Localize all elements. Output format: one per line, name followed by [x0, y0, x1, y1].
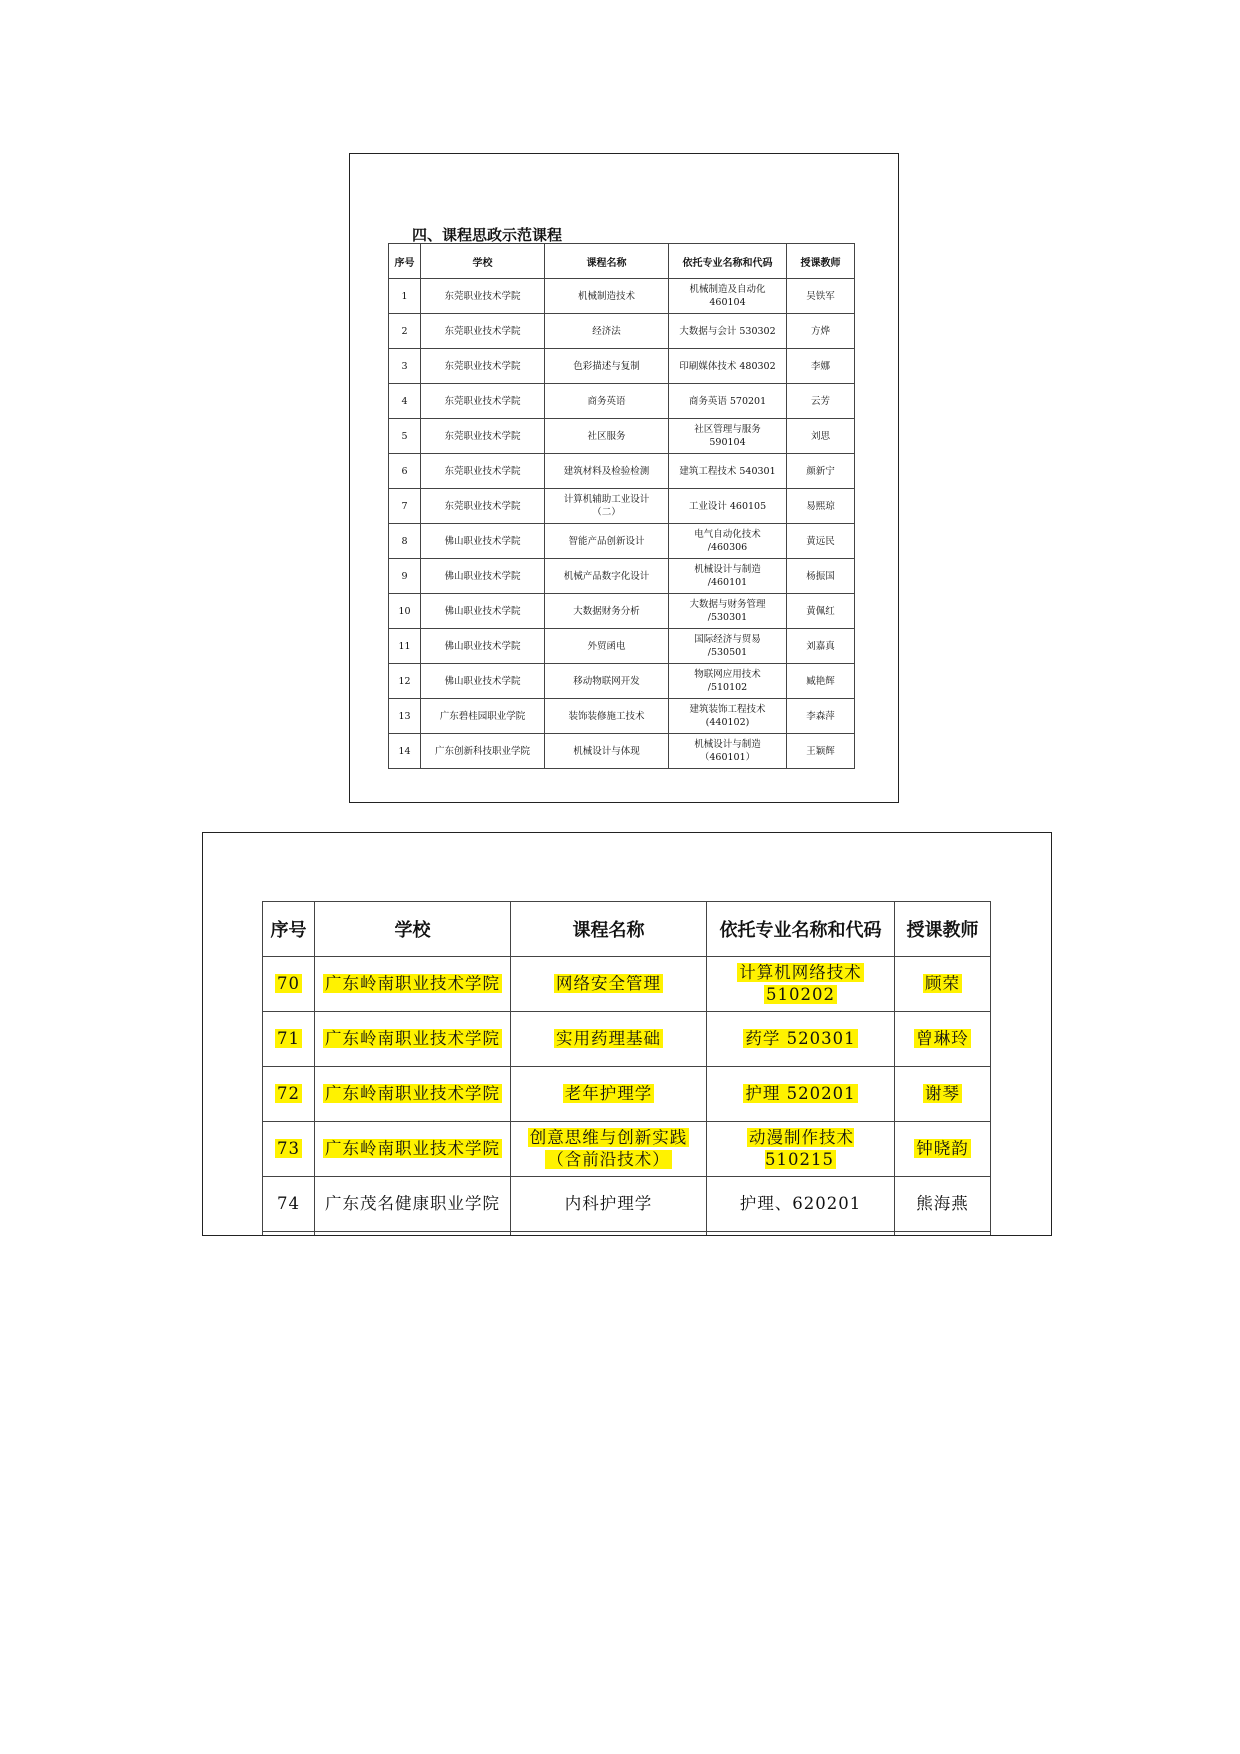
cell-major-line: 动漫制作技术 510215: [749, 1128, 854, 1169]
table-row: [389, 734, 855, 769]
cell-major-line: 电气自动化技术: [694, 529, 761, 540]
cell-no: [389, 349, 421, 384]
cell-major-line: 药学 520301: [745, 1029, 856, 1048]
cell-course-line: 实用药理基础: [556, 1029, 661, 1048]
cell-course-line: 创意思维与创新实践: [529, 1128, 688, 1147]
cell-teacher-line: 臧艳辉: [806, 675, 835, 687]
cell-teacher: [895, 1012, 991, 1067]
cell-teacher-line: 谢琴: [925, 1084, 960, 1103]
cell-major-line: 印刷媒体技术 480302: [679, 360, 776, 372]
cell-teacher-line: 王颖辉: [806, 745, 835, 757]
cell-major: [669, 419, 787, 454]
cell-no: [389, 559, 421, 594]
cell-major-line: 机械设计与制造: [694, 739, 761, 750]
table-row: [263, 1122, 991, 1177]
cell-teacher: [895, 957, 991, 1012]
cell-school-line: 佛山职业技术学院: [444, 640, 521, 652]
cell-teacher: [787, 384, 855, 419]
cell-major-line: 商务英语 570201: [688, 395, 767, 407]
cell-course: [511, 1122, 707, 1177]
cell-major: [669, 734, 787, 769]
cell-school: [421, 454, 545, 489]
cell-empty: [315, 1232, 511, 1237]
cell-course-line: 建筑材料及检验检测: [563, 465, 650, 477]
cell-no-line: 10: [398, 605, 411, 617]
cell-major-line: 社区管理与服务: [694, 424, 761, 435]
cell-major: [669, 664, 787, 699]
cell-teacher-line: 顾荣: [925, 974, 960, 993]
table-row: [389, 559, 855, 594]
cell-teacher-line: 刘思: [810, 430, 830, 442]
cell-school: [421, 489, 545, 524]
table-row: [263, 1012, 991, 1067]
cell-major-line: 大数据与会计 530302: [679, 325, 776, 337]
cell-school: [421, 314, 545, 349]
table-row: [389, 594, 855, 629]
cell-no: [389, 419, 421, 454]
cell-school-line: 东莞职业技术学院: [444, 465, 521, 477]
cell-major-line: 460104: [709, 297, 746, 308]
table-row: [389, 314, 855, 349]
header-major: 依托专业名称和代码: [707, 902, 895, 957]
cell-major-line: 计算机网络技术: [739, 963, 862, 982]
cell-no: [263, 1012, 315, 1067]
table-row: [389, 489, 855, 524]
cell-teacher: [787, 664, 855, 699]
cell-teacher-line: 吴铁军: [806, 290, 835, 302]
cell-teacher-line: 方烨: [810, 325, 830, 337]
cell-major-line: 建筑装饰工程技术: [689, 704, 766, 715]
cell-major: [669, 699, 787, 734]
cell-course: [545, 454, 669, 489]
cell-major-line: 机械制造及自动化: [689, 284, 766, 295]
cell-course: [511, 957, 707, 1012]
course-table-1: [388, 243, 855, 769]
cell-teacher-line: 云芳: [810, 395, 830, 407]
cell-no-line: 6: [401, 465, 408, 477]
cell-teacher-line: 曾琳玲: [916, 1029, 969, 1048]
table-header-row: [389, 244, 855, 279]
cell-major: [669, 629, 787, 664]
cell-school: [315, 1067, 511, 1122]
cell-teacher: [787, 734, 855, 769]
cell-school: [421, 279, 545, 314]
course-table-panel-2: [202, 832, 1052, 1236]
cell-major-line: 机械设计与制造: [694, 564, 761, 575]
cell-teacher: [895, 1067, 991, 1122]
cell-no: [389, 734, 421, 769]
cell-no: [389, 384, 421, 419]
cell-teacher: [787, 279, 855, 314]
table-row: [389, 524, 855, 559]
cell-school: [421, 524, 545, 559]
cell-school-line: 东莞职业技术学院: [444, 430, 521, 442]
cell-teacher: [787, 314, 855, 349]
cell-school-line: 佛山职业技术学院: [444, 605, 521, 617]
header-no: 序号: [389, 244, 421, 279]
cell-major: [707, 1177, 895, 1232]
cell-course-line: 外贸函电: [587, 640, 626, 652]
header-no: 序号: [263, 902, 315, 957]
cell-major-line: /530301: [707, 612, 748, 623]
cell-major-line: /510102: [707, 682, 748, 693]
cell-major: [669, 314, 787, 349]
cell-no: [389, 629, 421, 664]
cell-school-line: 佛山职业技术学院: [444, 675, 521, 687]
cell-school-line: 东莞职业技术学院: [444, 500, 521, 512]
cell-school-line: 广东岭南职业技术学院: [325, 1029, 500, 1048]
cell-major-line: /530501: [707, 647, 748, 658]
cell-teacher-line: 李森萍: [806, 710, 835, 722]
cell-course: [545, 664, 669, 699]
cell-no: [389, 594, 421, 629]
cell-no: [263, 1122, 315, 1177]
cell-major-line: （460101）: [699, 752, 756, 763]
cell-major: [669, 384, 787, 419]
cell-teacher-line: 熊海燕: [916, 1194, 969, 1213]
cell-course: [545, 524, 669, 559]
cell-major: [669, 524, 787, 559]
cell-teacher-line: 杨振国: [806, 570, 835, 582]
cell-major-line: /460306: [707, 542, 748, 553]
cell-no: [389, 524, 421, 559]
cell-major-line: 大数据与财务管理: [689, 599, 766, 610]
cell-no-line: 74: [277, 1194, 300, 1213]
cell-empty: [895, 1232, 991, 1237]
header-school: 学校: [421, 244, 545, 279]
header-teacher: 授课教师: [895, 902, 991, 957]
cell-teacher: [787, 454, 855, 489]
cell-course: [545, 594, 669, 629]
table-row: [389, 629, 855, 664]
cell-course: [511, 1012, 707, 1067]
cell-major-line: 590104: [709, 437, 746, 448]
cell-no-line: 73: [277, 1139, 300, 1158]
cell-no-line: 13: [398, 710, 411, 722]
cell-no-line: 9: [401, 570, 408, 582]
cell-no-line: 7: [401, 500, 408, 512]
cell-course: [545, 384, 669, 419]
cell-course-line: 机械设计与体现: [573, 745, 640, 757]
cell-no-line: 14: [398, 745, 411, 757]
cell-course: [511, 1177, 707, 1232]
cell-major: [707, 1012, 895, 1067]
cell-course: [545, 699, 669, 734]
cell-teacher: [895, 1122, 991, 1177]
table-row: [389, 699, 855, 734]
cell-no: [389, 454, 421, 489]
cell-teacher-line: 颜新宁: [806, 465, 835, 477]
cell-major: [669, 454, 787, 489]
cell-teacher-line: 刘嘉真: [806, 640, 835, 652]
course-table-panel-1: [349, 153, 899, 803]
cell-major: [707, 1067, 895, 1122]
cell-no-line: 12: [398, 675, 411, 687]
cell-no: [389, 314, 421, 349]
table-row: [389, 384, 855, 419]
cell-major-line: 物联网应用技术: [694, 669, 761, 680]
cell-empty: [263, 1232, 315, 1237]
cell-course-line: （二）: [592, 507, 621, 518]
cell-school-line: 东莞职业技术学院: [444, 360, 521, 372]
cell-major-line: 510202: [766, 985, 835, 1004]
cell-major: [669, 594, 787, 629]
cell-course-line: 移动物联网开发: [573, 675, 640, 687]
cell-no-line: 71: [277, 1029, 300, 1048]
cell-school: [421, 629, 545, 664]
cell-course-line: 机械产品数字化设计: [563, 570, 650, 582]
cell-course-line: 经济法: [592, 325, 621, 337]
cell-school: [315, 957, 511, 1012]
cell-no: [263, 1177, 315, 1232]
table-row-cutoff: [263, 1232, 991, 1237]
cell-course-line: 智能产品创新设计: [568, 535, 645, 547]
cell-major-line: (440102): [705, 717, 750, 728]
cell-major: [669, 349, 787, 384]
cell-school: [315, 1122, 511, 1177]
table-row: [263, 957, 991, 1012]
cell-major-line: 国际经济与贸易: [694, 634, 761, 645]
cell-school: [421, 734, 545, 769]
header-major: 依托专业名称和代码: [669, 244, 787, 279]
cell-major: [669, 279, 787, 314]
table-row: [263, 1177, 991, 1232]
cell-no-line: 1: [401, 290, 408, 302]
cell-teacher-line: 钟晓韵: [916, 1139, 969, 1158]
cell-teacher: [787, 559, 855, 594]
cell-major-line: 建筑工程技术 540301: [679, 465, 776, 477]
cell-no-line: 5: [401, 430, 408, 442]
table-row: [389, 419, 855, 454]
cell-major: [669, 489, 787, 524]
cell-school-line: 佛山职业技术学院: [444, 535, 521, 547]
cell-teacher: [787, 629, 855, 664]
cell-no-line: 4: [401, 395, 408, 407]
cell-no: [389, 664, 421, 699]
cell-course-line: 计算机辅助工业设计: [563, 494, 650, 505]
cell-school-line: 东莞职业技术学院: [444, 395, 521, 407]
cell-course-line: 网络安全管理: [556, 974, 661, 993]
cell-school-line: 广东岭南职业技术学院: [325, 1084, 500, 1103]
table-row: [389, 454, 855, 489]
course-table-2: [262, 901, 991, 1236]
cell-school-line: 广东岭南职业技术学院: [325, 1139, 500, 1158]
cell-school: [421, 419, 545, 454]
cell-school-line: 广东岭南职业技术学院: [325, 974, 500, 993]
cell-major-line: 护理、620201: [739, 1194, 862, 1213]
cell-empty: [707, 1232, 895, 1237]
cell-teacher-line: 李娜: [810, 360, 830, 372]
cell-school: [421, 559, 545, 594]
cell-major: [669, 559, 787, 594]
cell-no-line: 2: [401, 325, 408, 337]
table-row: [389, 279, 855, 314]
cell-course-line: 机械制造技术: [577, 290, 635, 302]
table-header-row: [263, 902, 991, 957]
cell-school: [421, 594, 545, 629]
cell-school-line: 广东茂名健康职业学院: [325, 1194, 500, 1213]
cell-major-line: 护理 520201: [745, 1084, 856, 1103]
cell-teacher: [787, 524, 855, 559]
cell-course: [545, 559, 669, 594]
cell-teacher: [787, 419, 855, 454]
cell-school-line: 广东创新科技职业学院: [434, 745, 530, 757]
cell-school: [421, 664, 545, 699]
header-course: 课程名称: [545, 244, 669, 279]
cell-no: [389, 279, 421, 314]
cell-course-line: 内科护理学: [564, 1194, 653, 1213]
cell-course-line: 装饰装修施工技术: [568, 710, 645, 722]
table-row: [389, 664, 855, 699]
cell-teacher: [787, 489, 855, 524]
cell-teacher: [787, 594, 855, 629]
cell-course-line: （含前沿技术）: [547, 1150, 670, 1169]
cell-teacher-line: 易熙琼: [806, 500, 835, 512]
cell-no: [389, 699, 421, 734]
cell-course: [545, 419, 669, 454]
cell-course: [545, 349, 669, 384]
cell-major: [707, 1122, 895, 1177]
cell-course-line: 色彩描述与复制: [573, 360, 640, 372]
cell-teacher: [787, 699, 855, 734]
cell-school: [421, 699, 545, 734]
cell-course: [545, 489, 669, 524]
cell-major: [707, 957, 895, 1012]
cell-course-line: 社区服务: [587, 430, 626, 442]
cell-course-line: 老年护理学: [564, 1084, 653, 1103]
cell-school: [315, 1012, 511, 1067]
cell-school: [421, 349, 545, 384]
cell-major-line: /460101: [707, 577, 748, 588]
cell-no-line: 3: [401, 360, 408, 372]
header-teacher: 授课教师: [787, 244, 855, 279]
cell-empty: [511, 1232, 707, 1237]
cell-school: [315, 1177, 511, 1232]
cell-teacher: [895, 1177, 991, 1232]
cell-school-line: 佛山职业技术学院: [444, 570, 521, 582]
cell-no: [263, 1067, 315, 1122]
cell-no: [389, 489, 421, 524]
section-title: 四、课程思政示范课程: [412, 226, 563, 244]
cell-course: [545, 314, 669, 349]
cell-course: [545, 734, 669, 769]
table-row: [389, 349, 855, 384]
cell-school: [421, 384, 545, 419]
cell-school-line: 广东碧桂园职业学院: [439, 710, 526, 722]
header-school: 学校: [315, 902, 511, 957]
cell-course: [545, 629, 669, 664]
cell-course: [545, 279, 669, 314]
cell-course-line: 大数据财务分析: [573, 605, 640, 617]
cell-teacher-line: 黄佩红: [806, 605, 835, 617]
table-row: [263, 1067, 991, 1122]
cell-major-line: 工业设计 460105: [688, 500, 767, 512]
cell-course-line: 商务英语: [587, 395, 626, 407]
header-course: 课程名称: [511, 902, 707, 957]
cell-teacher-line: 黄远民: [806, 535, 835, 547]
cell-no-line: 8: [401, 535, 408, 547]
cell-no-line: 70: [277, 974, 300, 993]
cell-school-line: 东莞职业技术学院: [444, 290, 521, 302]
cell-no: [263, 957, 315, 1012]
cell-course: [511, 1067, 707, 1122]
cell-no-line: 72: [277, 1084, 300, 1103]
cell-school-line: 东莞职业技术学院: [444, 325, 521, 337]
cell-no-line: 11: [398, 640, 411, 652]
cell-teacher: [787, 349, 855, 384]
